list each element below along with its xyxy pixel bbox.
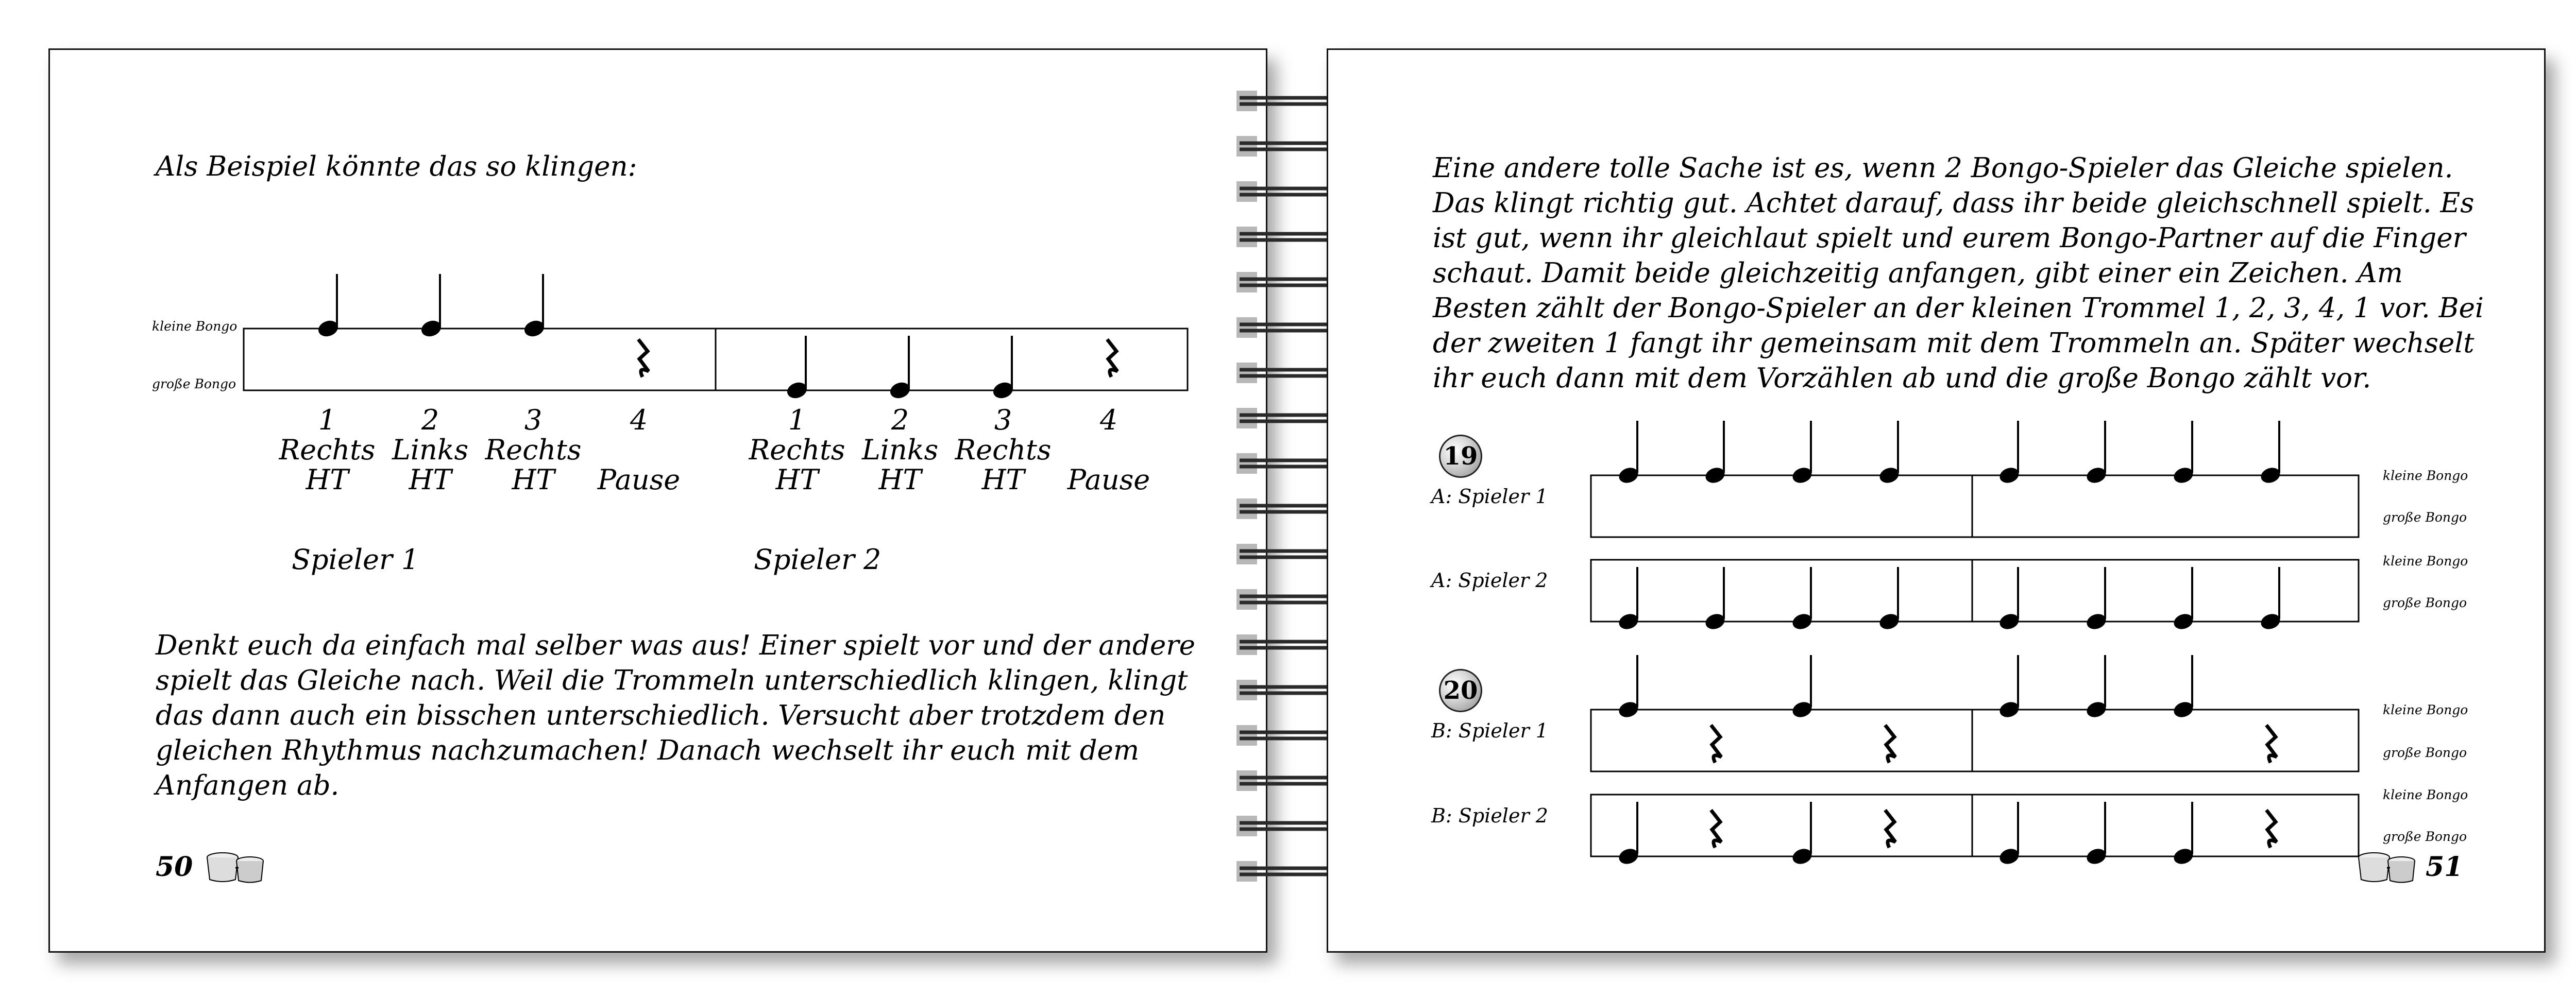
page-number-left: 50 <box>156 851 193 883</box>
exercise-staves <box>1328 50 2544 951</box>
note <box>2084 802 2108 867</box>
note <box>1790 655 1814 720</box>
note <box>1617 655 1640 720</box>
a1-kleine-label: kleine Bongo <box>2383 468 2468 483</box>
note <box>1617 802 1640 867</box>
note <box>1997 802 2021 867</box>
page-number-right: 51 <box>2426 851 2463 883</box>
note <box>1997 567 2021 632</box>
bongo-drums-icon <box>205 850 266 886</box>
note <box>1790 802 1814 867</box>
rest-4 <box>638 339 649 377</box>
a1-grosse-label: große Bongo <box>2383 510 2467 525</box>
exercise-19-badge: 19 <box>1439 435 1482 478</box>
b1-grosse-label: große Bongo <box>2383 745 2467 760</box>
left-page <box>48 48 1267 953</box>
beat-label-5: 1 Rechts HT <box>749 404 845 496</box>
rest <box>1711 725 1721 763</box>
note <box>1997 421 2021 486</box>
exercise-20-badge: 20 <box>1439 669 1482 712</box>
beat-label-3: 3 Rechts HT <box>485 404 582 496</box>
staff-b1 <box>1591 655 2359 771</box>
a2-grosse-label: große Bongo <box>2383 595 2467 610</box>
intro-text: Als Beispiel könnte das so klingen: <box>156 151 637 182</box>
b2-grosse-label: große Bongo <box>2383 829 2467 844</box>
a2-kleine-label: kleine Bongo <box>2383 554 2468 569</box>
note-5 <box>785 336 808 401</box>
note <box>2084 421 2108 486</box>
note <box>2172 655 2195 720</box>
player-a2-label: A: Spieler 2 <box>1431 569 1548 592</box>
note <box>1997 655 2021 720</box>
right-paragraph: Eine andere tolle Sache ist es, wenn 2 Bongo-Spieler das Gleiche spielen. Das klingt richtig gut. Achtet darauf, dass ihr beide gleichschnell spielt. Es ist gut, wenn ihr gleichlaut spielt und eurem Bongo-Partner auf die Finger schaut. Damit beide gleichzeitig anfangen, gibt einer ein Zeichen. Am Besten zählt der Bongo-Spieler an der kleinen Trommel 1, 2, 3, 4, 1 vor. Bei der zweiten 1 fangt ihr gemeinsam mit dem Trommeln an. Später wechselt ihr euch dann mit dem Vorzählen ab und die große Bongo zählt vor. <box>1433 152 2484 394</box>
note-2 <box>419 274 443 339</box>
note <box>2084 567 2108 632</box>
bongo-drums-icon <box>2356 850 2418 886</box>
player-2-label: Spieler 2 <box>754 543 882 576</box>
player-b2-label: B: Spieler 2 <box>1431 804 1548 827</box>
rest <box>2266 810 2277 848</box>
left-paragraph: Denkt euch da einfach mal selber was aus! Einer spielt vor und der andere spielt das Gleiche nach. Weil die Trommeln unterschiedlich klingen, klingt das dann auch ein bisschen unterschiedlich. Versucht aber trotzdem den gleichen Rhythmus nachzumachen! Danach wechselt ihr euch mit dem Anfangen ab. <box>156 630 1195 801</box>
b2-kleine-label: kleine Bongo <box>2383 787 2468 802</box>
note <box>2172 802 2195 867</box>
staff-a2 <box>1591 560 2359 632</box>
note <box>2172 567 2195 632</box>
staff-a1 <box>1591 421 2359 537</box>
beat-label-4: 4 Pause <box>597 404 681 496</box>
player-b1-label: B: Spieler 1 <box>1431 719 1548 742</box>
note-3 <box>522 274 546 339</box>
note-6 <box>888 336 911 401</box>
beat-label-2: 2 Links HT <box>392 404 469 496</box>
rest <box>1885 810 1895 848</box>
note <box>1790 421 1814 486</box>
note <box>2259 421 2282 486</box>
staff-b2 <box>1591 795 2359 867</box>
player-1-label: Spieler 1 <box>292 543 419 576</box>
beat-label-8: 4 Pause <box>1067 404 1150 496</box>
beat-label-1: 1 Rechts HT <box>279 404 376 496</box>
note-1 <box>316 274 340 339</box>
beat-label-6: 2 Links HT <box>861 404 939 496</box>
note <box>1617 421 1640 486</box>
rest <box>1885 725 1895 763</box>
staff-label-kleine-bongo: kleine Bongo <box>152 319 238 334</box>
right-page <box>1327 48 2546 953</box>
note <box>1877 421 1901 486</box>
beat-label-7: 3 Rechts HT <box>955 404 1052 496</box>
note <box>2259 567 2282 632</box>
note <box>1877 567 1901 632</box>
note-7 <box>991 336 1014 401</box>
player-a1-label: A: Spieler 1 <box>1431 485 1548 508</box>
rest <box>1711 810 1721 848</box>
b1-kleine-label: kleine Bongo <box>2383 702 2468 717</box>
note <box>1703 421 1726 486</box>
note <box>2084 655 2108 720</box>
note <box>1703 567 1726 632</box>
note <box>1617 567 1640 632</box>
note <box>1790 567 1814 632</box>
staff-label-grosse-bongo: große Bongo <box>152 376 236 391</box>
rest <box>2266 725 2277 763</box>
note <box>2172 421 2195 486</box>
rest-8 <box>1107 339 1117 377</box>
